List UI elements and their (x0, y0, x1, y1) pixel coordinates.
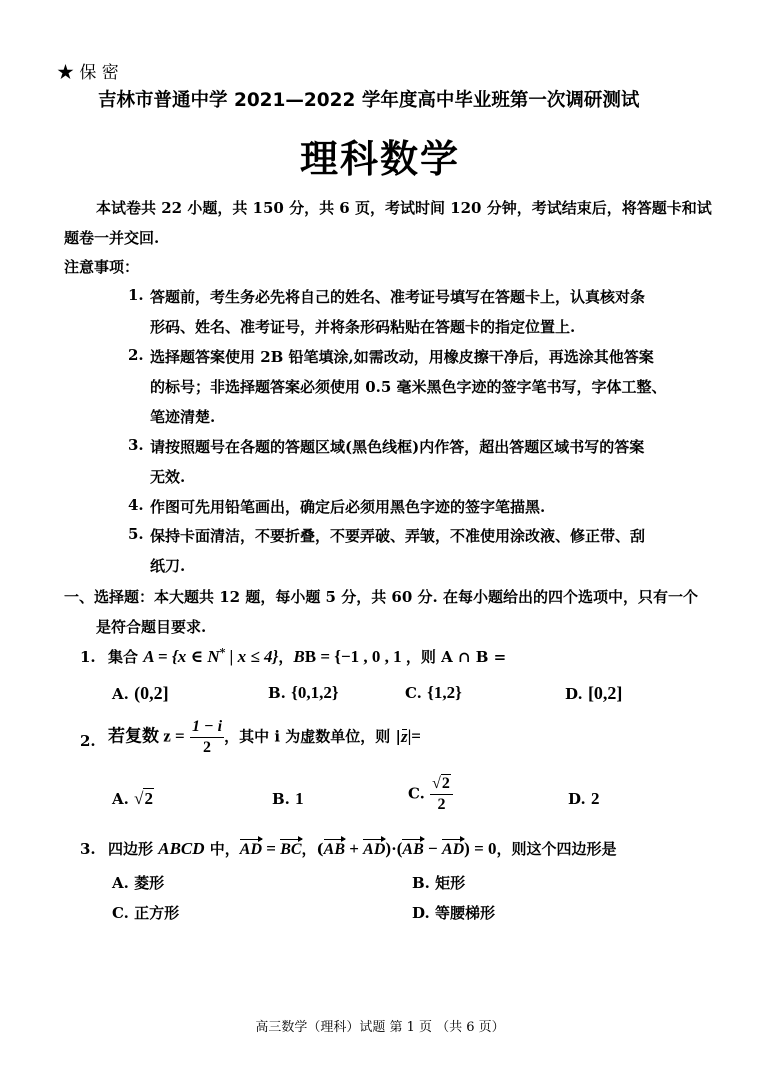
q2-stem-c: |= (407, 726, 421, 746)
q1-option-d-label: D. (565, 685, 583, 703)
note-4-num: 4. (128, 496, 144, 514)
intro-line-1: 本试卷共 22 小题，共 150 分，共 6 页，考试时间 120 分钟，考试结束后，将答题卡和试 (96, 199, 712, 217)
note-5-num: 5. (128, 525, 144, 543)
note-3-num: 3. (128, 436, 144, 454)
note-5-line-2: 纸刀. (150, 557, 186, 575)
section-1-line-2: 是符合题目要求. (96, 618, 207, 636)
q3-option-c (112, 902, 179, 923)
q3-vec-ad: AD (239, 841, 262, 858)
q1-option-a (112, 683, 169, 704)
q1-option-a-value: (0,2] (134, 683, 169, 703)
q1-option-d-value: [0,2] (587, 683, 623, 703)
q3-vec-ab-2: AB (402, 841, 424, 858)
q2-option-a-label: A. (112, 790, 129, 808)
q2-stem-a: 若复数 z = (108, 726, 185, 746)
q1-set-b-body: B = {−1 , 0 , 1 (304, 647, 406, 666)
q2-option-d (568, 789, 599, 809)
q2-option-a-sqrt: √2 (134, 789, 153, 808)
note-2-line-1: 选择题答案使用 2B 铅笔填涂,如需改动，用橡皮擦干净后，再选涂其他答案 (150, 348, 654, 366)
page-footer: 高三数学（理科）试题 第 1 页 （共 6 页） (255, 1020, 505, 1035)
notes-heading: 注意事项： (64, 258, 140, 276)
q3-number: 3. (80, 840, 96, 858)
q1-option-a-label: A. (112, 685, 129, 703)
q3-option-c-label: C. (112, 904, 129, 922)
q1-option-c-value: {1,2} (427, 683, 462, 702)
q3-close: ) = 0 (464, 839, 497, 858)
q2-frac-den: 2 (203, 739, 212, 756)
q3-stem-d: ，则这个四边形是 (496, 840, 617, 858)
q3-stem-a: 四边形 (108, 840, 159, 858)
q3-vec-ab-1: AB (323, 841, 345, 858)
q1-option-c-label: C. (405, 684, 422, 702)
note-1-line-2: 形码、姓名、准考证号，并将条形码粘贴在答题卡的指定位置上. (150, 318, 576, 336)
q3-option-b-value: 矩形 (435, 874, 466, 892)
q2-option-b-label: B. (272, 790, 290, 808)
intro-line-2: 题卷一并交回. (64, 229, 160, 247)
q1-stem (108, 646, 506, 667)
q3-option-a-value: 菱形 (134, 874, 165, 892)
note-5-line-1: 保持卡面清洁，不要折叠，不要弄破、弄皱，不准使用涂改液、修正带、刮 (150, 527, 646, 545)
q1-stem-a: 集合 (108, 648, 144, 666)
q1-option-c (405, 683, 462, 703)
q1-star: * (219, 646, 226, 659)
q2-option-d-value: 2 (590, 789, 600, 808)
q2-option-c-label: C. (408, 784, 425, 803)
q3-plus: + (344, 839, 364, 858)
q2-option-c-radicand: 2 (441, 775, 450, 792)
q3-eq: = (262, 839, 281, 858)
q2-option-b (272, 789, 304, 809)
secret-label: ★ 保 密 (57, 63, 119, 83)
q2-stem (108, 717, 421, 758)
q2-option-b-value: 1 (295, 789, 304, 808)
q3-option-a-label: A. (112, 874, 129, 892)
q1-option-b-value: {0,1,2} (291, 683, 339, 702)
q2-option-c-num: √2 (430, 774, 453, 795)
q2-option-c-fraction (430, 774, 453, 815)
q1-set-b: BB = {−1 , 0 , 1 (293, 647, 406, 666)
note-1-line-1: 答题前，考生务必先将自己的姓名、准考证号填写在答题卡上，认真核对条 (150, 288, 646, 306)
q1-tail: ，则 A ∩ B = (405, 648, 507, 666)
q2-fraction (190, 717, 224, 758)
q1-option-b-label: B. (268, 684, 286, 702)
q3-minus: − (423, 839, 442, 858)
q3-vec-ad-2: AD (441, 841, 465, 858)
q3-option-d (412, 902, 495, 923)
q3-option-d-label: D. (412, 904, 430, 922)
note-3-line-1: 请按照题号在各题的答题区域(黑色线框)内作答，超出答题区域书写的答案 (150, 438, 645, 456)
q2-stem-b: ，其中 i 为虚数单位，则 | (224, 727, 401, 746)
q2-conjugate-z: z (400, 726, 408, 746)
q3-option-a (112, 872, 164, 893)
note-1-num: 1. (128, 286, 144, 304)
q2-option-a (112, 789, 154, 809)
q3-quad: ABCD (158, 839, 205, 858)
q1-option-b (268, 683, 339, 703)
q3-vec-bc: BC (280, 841, 302, 858)
exam-header: 吉林市普通中学 2021—2022 学年度高中毕业班第一次调研测试 (98, 90, 640, 111)
q3-stem-b: 中， (204, 840, 240, 858)
q3-option-b-label: B. (412, 874, 430, 892)
q2-option-c (408, 774, 453, 815)
q1-set-a-cond: | x ≤ 4} (225, 647, 279, 666)
q3-option-d-value: 等腰梯形 (434, 904, 495, 922)
q1-number: 1. (80, 648, 96, 666)
page-title: 理科数学 (299, 137, 460, 181)
q2-number: 2. (80, 732, 96, 750)
section-1-line-1: 一、选择题：本大题共 12 题，每小题 5 分，共 60 分. 在每小题给出的四个选项中，只有一个 (64, 588, 698, 606)
q3-dot: )·( (385, 839, 403, 858)
note-3-line-2: 无效. (150, 468, 186, 486)
q2-frac-num: 1 − i (190, 717, 224, 738)
q1-comma: ， (278, 648, 294, 666)
note-2-line-2: 的标号；非选择题答案必须使用 0.5 毫米黑色字迹的签字笔书写，字体工整、 (150, 378, 667, 396)
note-2-line-3: 笔迹清楚. (150, 408, 216, 426)
q1-option-d (565, 683, 622, 704)
note-4-line-1: 作图可先用铅笔画出，确定后必须用黑色字迹的签字笔描黑. (150, 498, 546, 516)
note-2-num: 2. (128, 346, 144, 364)
q3-option-b (412, 872, 465, 893)
q3-vec-ad-1: AD (363, 841, 386, 858)
q1-set-a: A = {x ∈ N (143, 647, 220, 666)
q2-option-c-den: 2 (437, 796, 446, 813)
q3-stem-c: ，( (301, 840, 324, 858)
q3-option-c-value: 正方形 (134, 904, 180, 922)
q3-stem (108, 838, 617, 859)
q2-option-a-radicand: 2 (144, 789, 153, 808)
q2-option-d-label: D. (568, 790, 586, 808)
